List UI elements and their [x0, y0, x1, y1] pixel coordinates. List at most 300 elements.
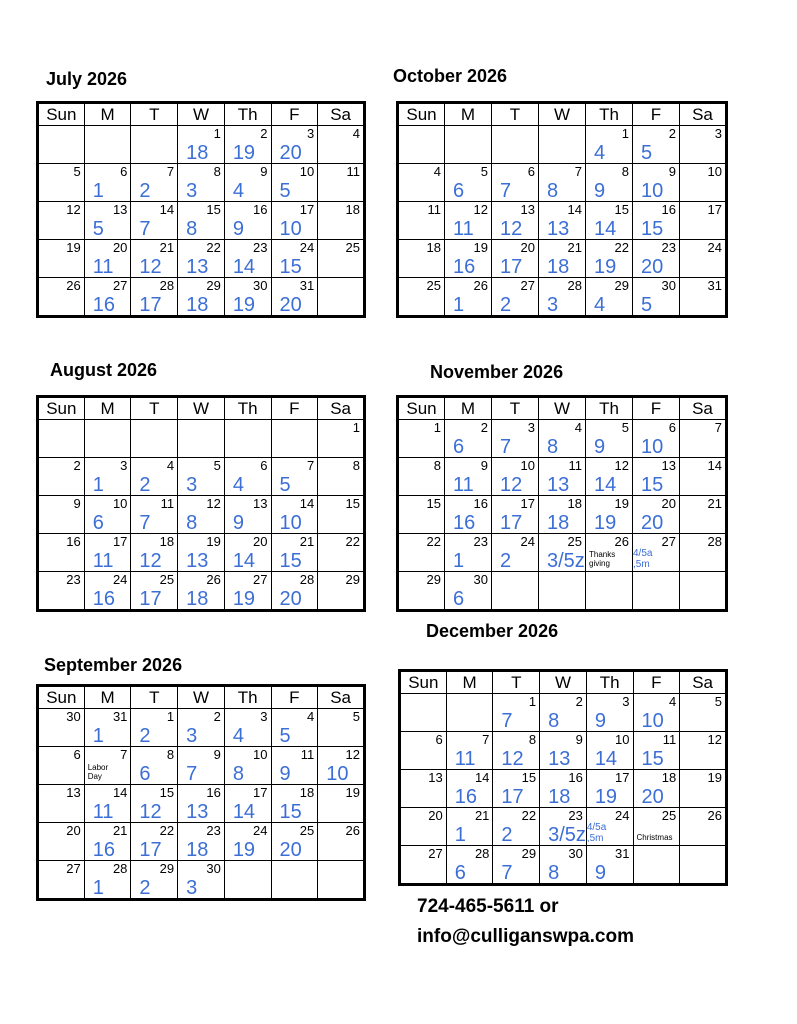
- day-cell: [38, 534, 85, 572]
- route-number: 10: [279, 218, 302, 240]
- date-number: 23: [206, 823, 221, 838]
- date-number: 8: [213, 164, 221, 179]
- route-number: 1: [453, 550, 465, 572]
- date-number: 18: [567, 496, 582, 511]
- date-number: 14: [567, 202, 582, 217]
- route-number: 8: [548, 862, 560, 884]
- day-cell: [38, 861, 85, 900]
- weekday-header: Sa: [318, 103, 365, 126]
- day-cell: [178, 420, 225, 458]
- day-cell: [680, 534, 727, 572]
- route-number: 20: [641, 256, 664, 278]
- route-number: 13: [547, 474, 570, 496]
- day-cell: [224, 126, 271, 164]
- day-cell: [492, 420, 539, 458]
- day-cell: [633, 732, 680, 770]
- day-cell: [680, 808, 727, 846]
- day-cell: [398, 496, 445, 534]
- month-title-september: September 2026: [44, 655, 183, 675]
- weekday-header: F: [271, 103, 318, 126]
- date-number: 11: [427, 202, 441, 217]
- date-number: 29: [521, 846, 537, 861]
- weekday-header: Sun: [398, 397, 445, 420]
- date-number: 6: [73, 747, 81, 762]
- day-cell: [271, 709, 318, 747]
- weekday-header: Sa: [318, 397, 365, 420]
- date-number: 15: [206, 202, 221, 217]
- weekday-header: W: [178, 397, 225, 420]
- weekday-header: Sa: [680, 397, 727, 420]
- route-number: 16: [92, 839, 115, 861]
- weekday-header: F: [633, 397, 680, 420]
- date-number: 31: [615, 846, 630, 861]
- date-number: 7: [306, 458, 315, 473]
- day-cell: [271, 747, 318, 785]
- date-number: 29: [159, 861, 175, 876]
- day-cell: [318, 126, 365, 164]
- day-cell: [492, 496, 539, 534]
- day-cell: [131, 709, 178, 747]
- date-number: 17: [112, 534, 128, 549]
- weekday-header: Th: [224, 103, 271, 126]
- day-cell: [38, 126, 85, 164]
- date-number: 5: [621, 420, 629, 435]
- day-cell: [492, 164, 539, 202]
- route-number: 11: [92, 256, 114, 278]
- day-cell: [586, 240, 633, 278]
- route-number: 18: [186, 839, 209, 861]
- day-cell: [84, 202, 131, 240]
- day-cell: [224, 164, 271, 202]
- day-cell: [586, 770, 633, 808]
- date-number: 17: [707, 202, 722, 217]
- date-number: 8: [352, 458, 360, 473]
- day-cell: [492, 202, 539, 240]
- route-number: 6: [92, 512, 104, 534]
- date-number: 8: [433, 458, 441, 473]
- day-cell: [680, 164, 727, 202]
- day-cell: [178, 823, 225, 861]
- route-number: 6: [139, 763, 151, 785]
- day-cell: [445, 202, 492, 240]
- date-number: 15: [345, 496, 360, 511]
- day-cell: [271, 534, 318, 572]
- weekday-header: F: [633, 671, 680, 694]
- date-number: 17: [520, 496, 535, 511]
- day-cell: [633, 240, 680, 278]
- day-cell: [680, 278, 727, 317]
- route-number: 7: [139, 218, 151, 240]
- day-cell: [38, 572, 85, 611]
- month-title-august: August 2026: [50, 360, 158, 380]
- date-number: 14: [707, 458, 722, 473]
- day-cell: [586, 694, 633, 732]
- day-cell: [680, 846, 727, 885]
- day-cell: [539, 458, 586, 496]
- date-number: 16: [661, 202, 676, 217]
- day-cell: [84, 747, 131, 785]
- date-number: 10: [299, 164, 315, 179]
- date-number: 23: [661, 240, 676, 255]
- date-number: 23: [253, 240, 268, 255]
- date-number: 2: [260, 126, 268, 141]
- date-number: 22: [159, 823, 175, 838]
- day-cell: [178, 572, 225, 611]
- date-number: 22: [206, 240, 221, 255]
- weekday-header: T: [131, 397, 178, 420]
- date-number: 23: [66, 572, 81, 587]
- date-number: 31: [299, 278, 315, 293]
- day-cell: [633, 808, 680, 846]
- holiday-note: Thanks giving: [589, 550, 616, 568]
- date-number: 11: [662, 732, 677, 747]
- date-number: 11: [568, 458, 582, 473]
- day-cell: [318, 823, 365, 861]
- date-number: 18: [661, 770, 677, 785]
- day-cell: [271, 458, 318, 496]
- day-cell: [633, 534, 680, 572]
- weekday-header: M: [445, 397, 492, 420]
- route-number: 9: [232, 218, 244, 240]
- date-number: 6: [120, 164, 128, 179]
- date-number: 14: [474, 770, 490, 785]
- route-number: 20: [279, 294, 302, 316]
- date-number: 24: [112, 572, 128, 587]
- date-number: 21: [159, 240, 175, 255]
- weekday-header: M: [84, 103, 131, 126]
- date-number: 10: [112, 496, 128, 511]
- day-cell: [224, 240, 271, 278]
- date-number: 3: [622, 694, 630, 709]
- week-row: [38, 496, 365, 534]
- day-cell: [131, 202, 178, 240]
- route-number: 12: [139, 801, 162, 823]
- route-number: 4: [232, 474, 244, 496]
- weekday-header: Th: [586, 397, 633, 420]
- week-row: [400, 808, 727, 846]
- weekday-header: T: [492, 103, 539, 126]
- route-number: 1: [92, 180, 104, 202]
- date-number: 4: [574, 420, 582, 435]
- date-number: 21: [474, 808, 490, 823]
- weekday-header: M: [446, 671, 493, 694]
- day-cell: [271, 164, 318, 202]
- day-cell: [540, 846, 587, 885]
- day-cell: [586, 846, 633, 885]
- route-number: 10: [641, 180, 664, 202]
- day-cell: [492, 278, 539, 317]
- day-cell: [318, 240, 365, 278]
- date-number: 17: [253, 785, 268, 800]
- weekday-header: Sun: [38, 686, 85, 709]
- date-number: 4: [166, 458, 175, 473]
- date-number: 27: [661, 534, 676, 549]
- week-row: [38, 534, 365, 572]
- route-number: 3: [186, 180, 198, 202]
- day-cell: [38, 785, 85, 823]
- date-number: 1: [528, 694, 537, 709]
- weekday-header: W: [178, 103, 225, 126]
- weekday-header: Sa: [318, 686, 365, 709]
- day-cell: [178, 240, 225, 278]
- date-number: 5: [73, 164, 81, 179]
- date-number: 14: [159, 202, 175, 217]
- day-cell: [540, 694, 587, 732]
- day-cell: [224, 458, 271, 496]
- date-number: 29: [614, 278, 629, 293]
- day-cell: [84, 420, 131, 458]
- day-cell: [445, 496, 492, 534]
- weekday-header: Sa: [680, 103, 727, 126]
- date-number: 15: [426, 496, 441, 511]
- day-cell: [224, 785, 271, 823]
- date-number: 25: [567, 534, 582, 549]
- route-number: 3: [547, 294, 559, 316]
- day-cell: [398, 126, 445, 164]
- day-cell: [586, 458, 633, 496]
- weekday-header-row: [38, 686, 365, 709]
- route-number: 16: [92, 294, 115, 316]
- route-number: 4/5a ,5m: [633, 548, 653, 570]
- day-cell: [445, 278, 492, 317]
- date-number: 29: [345, 572, 360, 587]
- route-number: 5: [279, 725, 291, 747]
- route-number: 6: [454, 862, 466, 884]
- week-row: [398, 240, 727, 278]
- day-cell: [224, 861, 271, 900]
- day-cell: [633, 458, 680, 496]
- day-cell: [680, 572, 727, 611]
- week-row: [398, 202, 727, 240]
- date-number: 20: [253, 534, 268, 549]
- day-cell: [318, 534, 365, 572]
- day-cell: [178, 861, 225, 900]
- route-number: 12: [500, 218, 523, 240]
- route-number: 10: [279, 512, 302, 534]
- route-number: 16: [453, 256, 476, 278]
- day-cell: [84, 572, 131, 611]
- date-number: 19: [614, 496, 629, 511]
- date-number: 9: [260, 164, 268, 179]
- date-number: 4: [306, 709, 315, 724]
- day-cell: [493, 846, 540, 885]
- route-number: 3/5z: [548, 824, 586, 846]
- route-number: 11: [454, 748, 476, 770]
- day-cell: [131, 240, 178, 278]
- day-cell: [492, 240, 539, 278]
- route-number: 1: [454, 824, 466, 846]
- route-number: 7: [500, 180, 512, 202]
- route-number: 4/5a ,5m: [586, 822, 607, 844]
- day-cell: [318, 278, 365, 317]
- date-number: 19: [345, 785, 360, 800]
- day-cell: [38, 278, 85, 317]
- day-cell: [38, 458, 85, 496]
- date-number: 29: [206, 278, 221, 293]
- route-number: 20: [641, 512, 664, 534]
- day-cell: [271, 861, 318, 900]
- route-number: 16: [453, 512, 476, 534]
- day-cell: [492, 572, 539, 611]
- route-number: 4: [594, 142, 606, 164]
- day-cell: [680, 770, 727, 808]
- route-number: 9: [594, 862, 606, 884]
- day-cell: [178, 126, 225, 164]
- date-number: 30: [568, 846, 583, 861]
- day-cell: [586, 420, 633, 458]
- date-number: 19: [66, 240, 81, 255]
- weekday-header: Sun: [38, 103, 85, 126]
- date-number: 22: [614, 240, 629, 255]
- weekday-header-row: [38, 397, 365, 420]
- route-number: 18: [186, 142, 209, 164]
- day-cell: [318, 709, 365, 747]
- route-number: 1: [92, 877, 104, 899]
- day-cell: [446, 846, 493, 885]
- date-number: 26: [614, 534, 629, 549]
- week-row: [38, 709, 365, 747]
- weekday-header: F: [271, 397, 318, 420]
- day-cell: [492, 126, 539, 164]
- month-title-july: July 2026: [46, 69, 128, 89]
- date-number: 24: [707, 240, 722, 255]
- date-number: 17: [615, 770, 630, 785]
- route-number: 9: [279, 763, 291, 785]
- date-number: 8: [621, 164, 629, 179]
- route-number: 18: [547, 512, 570, 534]
- date-number: 1: [166, 709, 175, 724]
- route-number: 11: [92, 801, 114, 823]
- day-cell: [633, 202, 680, 240]
- route-number: 3: [186, 725, 198, 747]
- week-row: [38, 572, 365, 611]
- route-number: 2: [139, 725, 151, 747]
- weekday-header: T: [131, 103, 178, 126]
- week-row: [400, 694, 727, 732]
- day-cell: [586, 278, 633, 317]
- route-number: 19: [232, 142, 256, 164]
- weekday-header-row: [38, 103, 365, 126]
- day-cell: [680, 126, 727, 164]
- route-number: 15: [279, 801, 302, 823]
- date-number: 24: [299, 240, 315, 255]
- date-number: 27: [112, 278, 128, 293]
- date-number: 6: [527, 164, 535, 179]
- route-number: 12: [501, 748, 524, 770]
- day-cell: [178, 278, 225, 317]
- route-number: 8: [232, 763, 244, 785]
- week-row: [38, 861, 365, 900]
- weekday-header: T: [493, 671, 540, 694]
- route-number: 7: [186, 763, 198, 785]
- month-title-december: December 2026: [426, 621, 559, 641]
- route-number: 20: [279, 839, 302, 861]
- week-row: [398, 458, 727, 496]
- day-cell: [445, 420, 492, 458]
- weekday-header: Th: [586, 103, 633, 126]
- week-row: [400, 770, 727, 808]
- day-cell: [539, 496, 586, 534]
- route-number: 15: [279, 256, 302, 278]
- date-number: 10: [707, 164, 722, 179]
- route-number: 19: [232, 839, 256, 861]
- day-cell: [84, 861, 131, 900]
- day-cell: [224, 278, 271, 317]
- route-number: 12: [139, 550, 162, 572]
- date-number: 21: [112, 823, 128, 838]
- route-number: 6: [453, 588, 465, 610]
- route-number: 7: [500, 436, 512, 458]
- date-number: 26: [473, 278, 488, 293]
- route-number: 19: [232, 294, 256, 316]
- day-cell: [680, 420, 727, 458]
- day-cell: [131, 823, 178, 861]
- route-number: 8: [547, 180, 559, 202]
- date-number: 18: [345, 202, 360, 217]
- route-number: 19: [232, 588, 256, 610]
- date-number: 22: [521, 808, 537, 823]
- day-cell: [271, 126, 318, 164]
- date-number: 15: [521, 770, 537, 785]
- day-cell: [586, 534, 633, 572]
- route-number: 5: [641, 294, 653, 316]
- date-number: 3: [260, 709, 268, 724]
- day-cell: [318, 458, 365, 496]
- day-cell: [131, 126, 178, 164]
- date-number: 19: [206, 534, 221, 549]
- day-cell: [271, 278, 318, 317]
- day-cell: [680, 694, 727, 732]
- day-cell: [539, 572, 586, 611]
- route-number: 14: [232, 801, 256, 823]
- route-number: 7: [501, 710, 513, 732]
- date-number: 7: [574, 164, 582, 179]
- day-cell: [178, 202, 225, 240]
- day-cell: [539, 534, 586, 572]
- date-number: 5: [714, 694, 722, 709]
- date-number: 28: [707, 534, 722, 549]
- day-cell: [586, 732, 633, 770]
- route-number: 4: [594, 294, 606, 316]
- day-cell: [446, 808, 493, 846]
- day-cell: [586, 164, 633, 202]
- day-cell: [271, 496, 318, 534]
- date-number: 19: [473, 240, 488, 255]
- date-number: 27: [66, 861, 81, 876]
- day-cell: [633, 164, 680, 202]
- day-cell: [84, 709, 131, 747]
- weekday-header-row: [398, 397, 727, 420]
- weekday-header: M: [84, 686, 131, 709]
- day-cell: [84, 164, 131, 202]
- date-number: 18: [299, 785, 315, 800]
- route-number: 2: [139, 474, 151, 496]
- day-cell: [178, 496, 225, 534]
- day-cell: [540, 808, 587, 846]
- date-number: 24: [615, 808, 630, 823]
- date-number: 12: [66, 202, 81, 217]
- day-cell: [224, 747, 271, 785]
- day-cell: [84, 278, 131, 317]
- route-number: 14: [232, 256, 256, 278]
- date-number: 24: [253, 823, 268, 838]
- day-cell: [131, 861, 178, 900]
- route-number: 8: [547, 436, 559, 458]
- weekday-header: Th: [586, 671, 633, 694]
- date-number: 15: [159, 785, 175, 800]
- date-number: 1: [352, 420, 360, 435]
- week-row: [38, 823, 365, 861]
